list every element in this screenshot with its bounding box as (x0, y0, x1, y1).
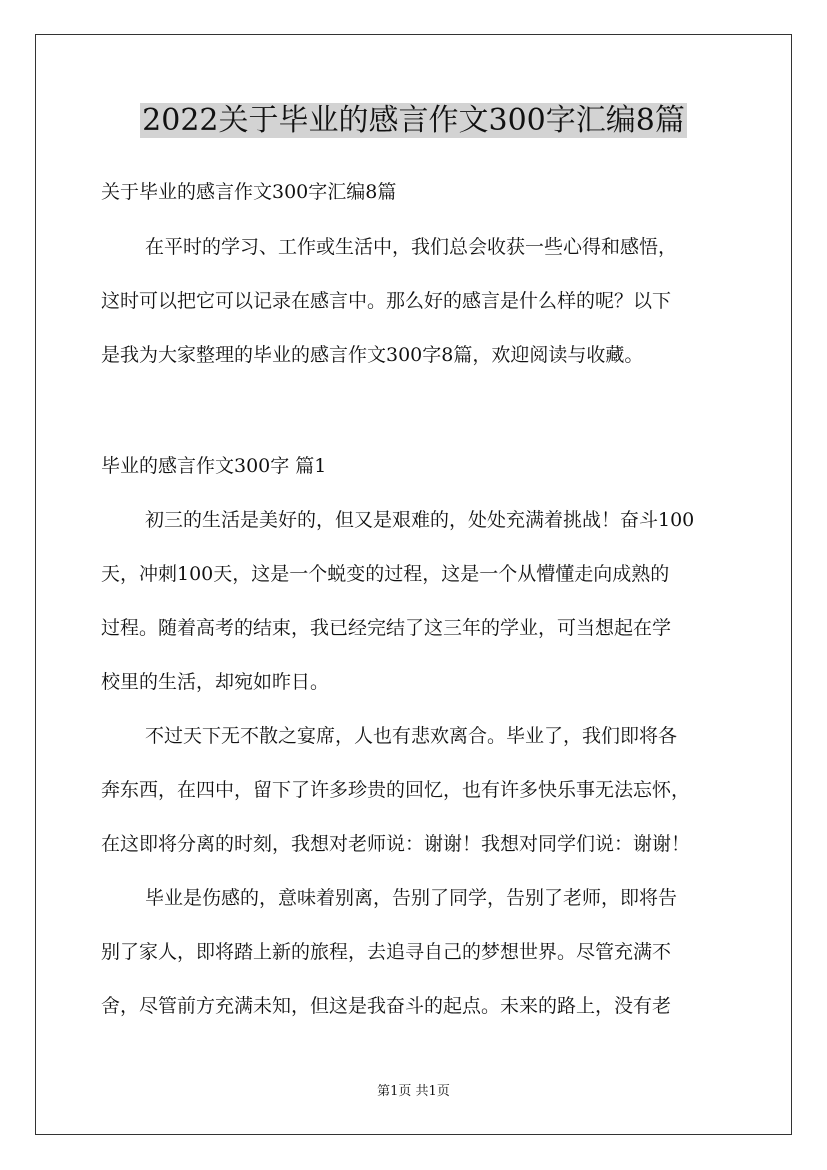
body-line: 舍，尽管前方充满未知，但这是我奋斗的起点。未来的路上，没有老 (101, 995, 672, 1017)
body-line: 奔东西，在四中，留下了许多珍贵的回忆，也有许多快乐事无法忘怀， (101, 779, 691, 801)
body-line: 过程。随着高考的结束，我已经完结了这三年的学业，可当想起在学 (101, 617, 672, 639)
intro-line: 在平时的学习、工作或生活中，我们总会收获一些心得和感悟， (145, 236, 678, 258)
body-line: 在这即将分离的时刻，我想对老师说：谢谢！我想对同学们说：谢谢！ (101, 833, 691, 855)
intro-line: 这时可以把它可以记录在感言中。那么好的感言是什么样的呢？以下 (101, 290, 672, 312)
page-number: 第1页 共1页 (377, 1084, 450, 1099)
body-line: 初三的生活是美好的，但又是艰难的，处处充满着挑战！奋斗100 (145, 509, 695, 531)
section-heading: 毕业的感言作文300字 篇1 (101, 455, 327, 477)
body-line: 天，冲刺100天，这是一个蜕变的过程，这是一个从懵懂走向成熟的 (101, 563, 670, 585)
intro-line: 是我为大家整理的毕业的感言作文300字8篇，欢迎阅读与收藏。 (101, 344, 644, 366)
body-line: 不过天下无不散之宴席，人也有悲欢离合。毕业了，我们即将各 (145, 725, 678, 747)
document-subtitle: 关于毕业的感言作文300字汇编8篇 (101, 181, 397, 203)
body-line: 校里的生活，却宛如昨日。 (101, 671, 330, 693)
document-title (0, 100, 827, 142)
document-title-text: 2022关于毕业的感言作文300字汇编8篇 (142, 103, 685, 138)
body-line: 毕业是伤感的，意味着别离，告别了同学，告别了老师，即将告 (145, 887, 678, 909)
body-line: 别了家人，即将踏上新的旅程，去追寻自己的梦想世界。尽管充满不 (101, 941, 672, 963)
